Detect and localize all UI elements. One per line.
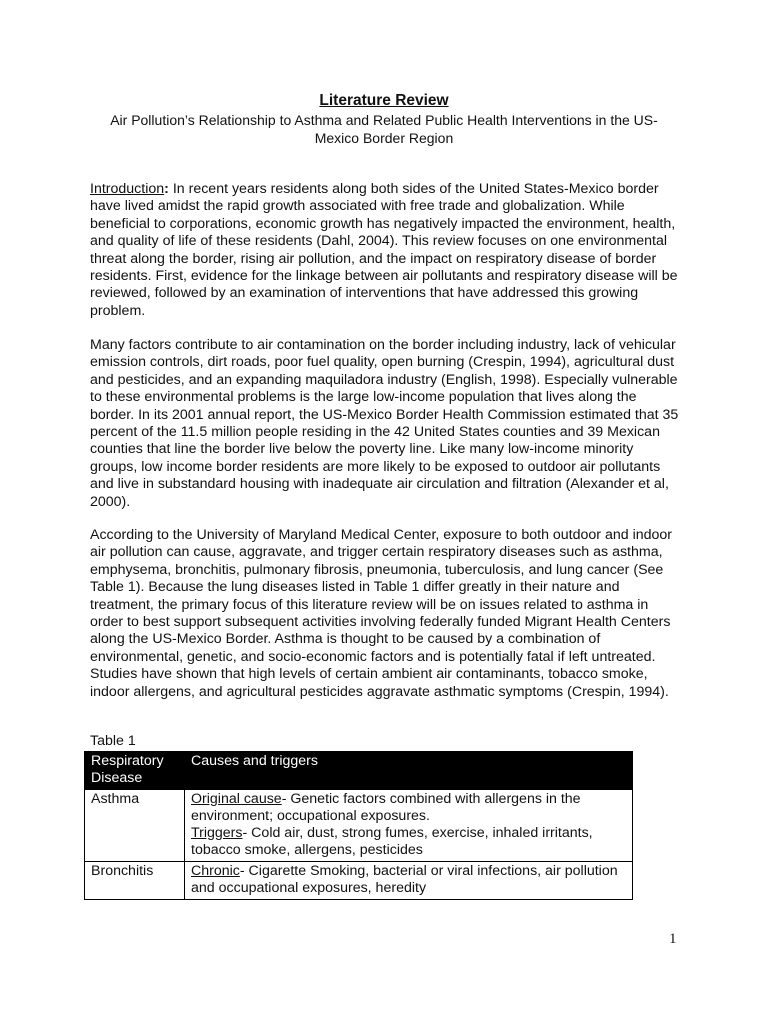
page-title: Literature Review <box>319 92 449 109</box>
cause-label: Chronic <box>191 863 240 879</box>
table-header-row <box>85 752 633 790</box>
trigger-text: - Cold air, dust, strong fumes, exercise, inhaled irritants, tobacco smoke, allergens, pesticides <box>191 825 593 858</box>
page-number: 1 <box>669 931 677 947</box>
paragraph-factors <box>90 337 680 511</box>
cell-disease: Bronchitis <box>85 862 185 900</box>
cell-causes <box>185 790 633 862</box>
table-caption: Table 1 <box>90 733 136 749</box>
paragraph-text: Many factors contribute to air contamination on the border including industry, lack of vehicular emission controls, dirt roads, poor fuel quality, open burning (Crespin, 1994), agricultural dust and pesticides, and an expanding maquiladora industry (English, 1998). Especially vulnerable to these environmental problems is the large low-income population that lives along the border. In its 2001 annual report, the US-Mexico Border Health Commission estimated that 35 percent of the 11.5 million people residing in the 42 United States counties and 39 Mexican counties that line the border live below the poverty line. Like many low-income minority groups, low income border residents are more likely to be exposed to outdoor air pollutants and live in substandard housing with inadequate air circulation and filtration (Alexander et al, 2000). <box>90 337 679 510</box>
cell-causes <box>185 862 633 900</box>
table-row <box>85 862 633 900</box>
header-respiratory-disease: Respiratory Disease <box>85 752 185 790</box>
table-row <box>85 790 633 862</box>
respiratory-disease-table <box>84 751 633 900</box>
header-causes-triggers: Causes and triggers <box>185 752 633 790</box>
cause-text: - Genetic factors combined with allergens in the environment; occupational exposures. <box>191 791 581 824</box>
introduction-label: Introduction <box>90 181 165 197</box>
introduction-paragraph <box>90 181 680 320</box>
cause-text: - Cigarette Smoking, bacterial or viral infections, air pollution and occupational exposures, heredity <box>191 863 618 896</box>
introduction-colon: : <box>164 181 169 197</box>
paragraph-text: According to the University of Maryland Medical Center, exposure to both outdoor and indoor air pollution can cause, aggravate, and trigger certain respiratory diseases such as asthma, emphysema, bronchitis, pulmonary fibrosis, pneumonia, tuberculosis, and lung cancer (See Table 1). Because the lung diseases listed in Table 1 differ greatly in their nature and treatment, the primary focus of this literature review will be on issues related to asthma in order to best support subsequent activities involving federally funded Migrant Health Centers along the US-Mexico Border. Asthma is thought to be caused by a combination of environmental, genetic, and socio-economic factors and is potentially fatal if left untreated. Studies have shown that high levels of certain ambient air contaminants, tobacco smoke, indoor allergens, and agricultural pesticides aggravate asthmatic symptoms (Crespin, 1994). <box>90 527 673 700</box>
cell-disease: Asthma <box>85 790 185 862</box>
trigger-label: Triggers <box>191 825 243 841</box>
cause-label: Original cause <box>191 791 282 807</box>
paragraph-respiratory <box>90 527 680 701</box>
introduction-text: In recent years residents along both sides of the United States-Mexico border have lived amidst the rapid growth associated with free trade and globalization. While beneficial to corporations, economic growth has negatively impacted the environment, health, and quality of life of these residents (Dahl, 2004). This review focuses on one environmental threat along the border, rising air pollution, and the impact on respiratory disease of border residents. First, evidence for the linkage between air pollutants and respiratory disease will be reviewed, followed by an examination of interventions that have addressed this growing problem. <box>90 181 678 319</box>
page-subtitle: Air Pollution’s Relationship to Asthma and Related Public Health Interventions in the US-Mexico Border Region <box>110 112 658 146</box>
